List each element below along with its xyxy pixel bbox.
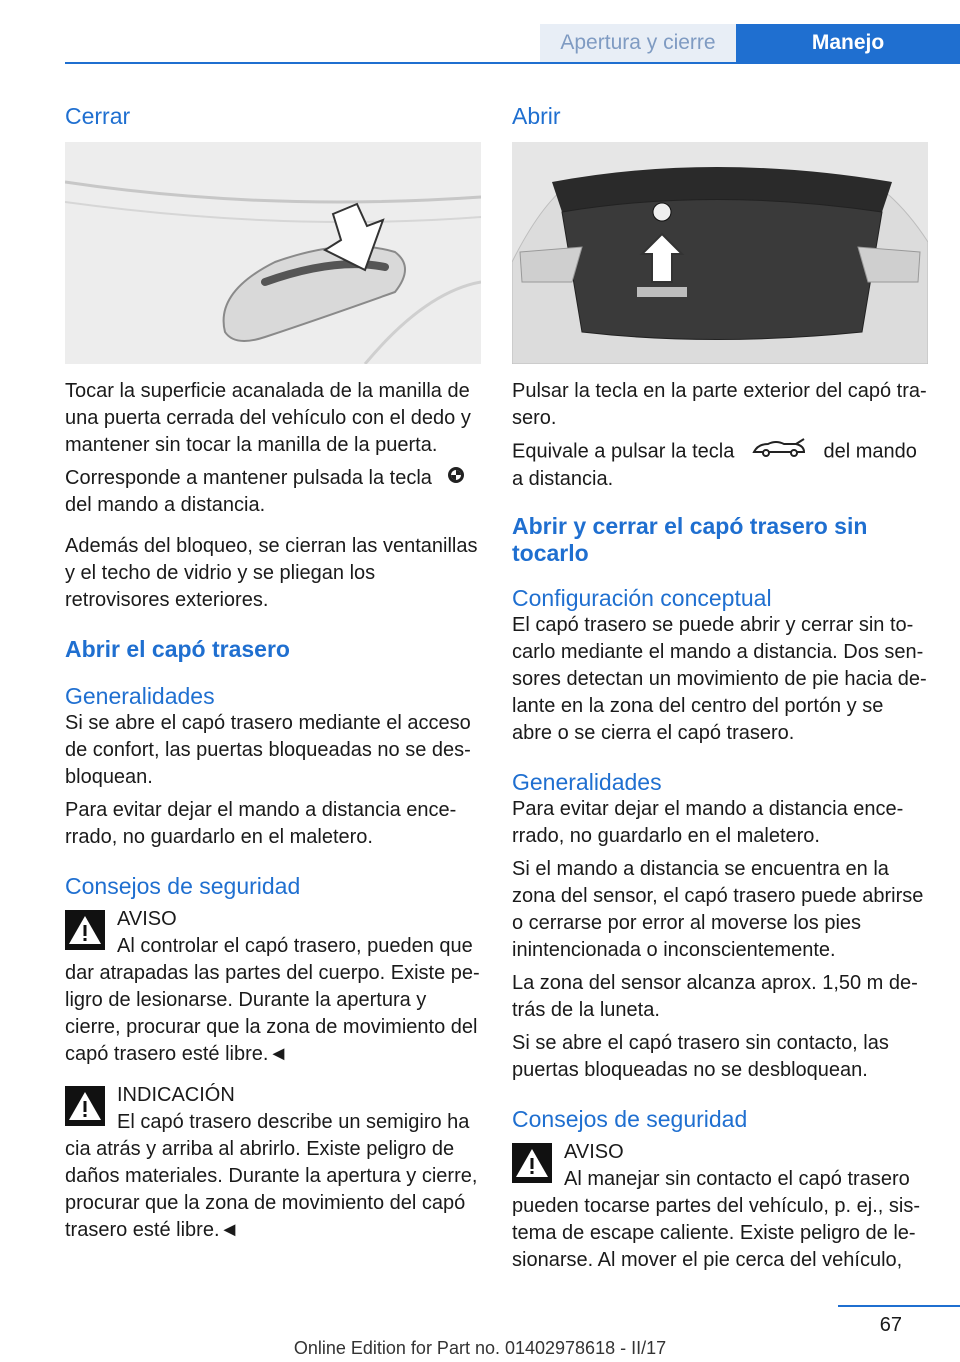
door-handle-illustration [65, 142, 481, 364]
header-chapter-tab: Manejo [736, 24, 960, 62]
text-span: del mando a distancia. [512, 440, 917, 490]
header-rule [65, 62, 960, 64]
header-section-tab: Apertura y cierre [540, 24, 736, 62]
heading-generalidades-right: Generalidades [512, 769, 662, 795]
warning-triangle-icon [512, 1143, 552, 1183]
warning-title: AVISO [117, 908, 177, 931]
notice-text: cia atrás y arriba al abrirlo. Existe peligro de daños materiales. Durante la apertura y cierre, procurar que la zona de movimiento del capó trasero esté libre.◄ [65, 1138, 478, 1242]
notice-title: INDICACIÓN [117, 1084, 235, 1107]
heading-consejos: Consejos de seguridad [65, 873, 301, 900]
paragraph [512, 438, 928, 493]
heading-abrir-capo: Abrir el capó trasero [65, 636, 290, 663]
warning-text: pueden tocarse partes del vehículo, p. ej., sistema de escape caliente. Existe peligro de lesionarse. Al mover el pie cerca del vehículo, [512, 1195, 921, 1271]
paragraph: El capó trasero se puede abrir y cerrar sin tocarlo mediante el mando a distancia. Dos sensores detectan un movimiento de pie hacia delante en la zona del centro del portón y se abre o se cierra el capó trasero. [512, 614, 927, 744]
bmw-logo-icon [447, 465, 465, 492]
notice-text: El capó trasero describe un semigiro ha [117, 1111, 470, 1134]
trunk-illustration [512, 142, 928, 364]
warning-triangle-icon [65, 1086, 105, 1126]
paragraph [65, 465, 481, 519]
warning-text: Al controlar el capó trasero, pueden que [117, 935, 473, 958]
paragraph: La zona del sensor alcanza aprox. 1,50 m detrás de la luneta. [512, 972, 918, 1021]
page-number: 67 [879, 1314, 902, 1336]
heading-configuracion: Configuración conceptual [512, 585, 772, 611]
trunk-figure [512, 142, 928, 364]
paragraph: Pulsar la tecla en la parte exterior del capó trasero. [512, 380, 927, 429]
paragraph: Si se abre el capó trasero mediante el acceso de confort, las puertas bloqueadas no se desbloquean. [65, 712, 471, 789]
car-trunk-icon [752, 438, 806, 466]
paragraph: Para evitar dejar el mando a distancia encerrado, no guardarlo en el maletero. [65, 799, 457, 849]
warning-triangle-icon [65, 910, 105, 950]
warning-title: AVISO [564, 1141, 624, 1163]
paragraph: Además del bloqueo, se cierran las ventanillas y el techo de vidrio y se pliegan los retrovisores exteriores. [65, 535, 478, 612]
heading-generalidades: Generalidades [65, 683, 215, 710]
warning-text: Al manejar sin contacto el capó trasero [564, 1168, 910, 1190]
left-column [65, 96, 481, 1244]
heading-cerrar: Cerrar [65, 103, 131, 129]
warning-text: dar atrapadas las partes del cuerpo. Existe peligro de lesionarse. Durante la apertura y cierre, procurar que la zona de movimiento del capó trasero esté libre.◄ [65, 962, 480, 1066]
text-span: Corresponde a mantener pulsada la tecla [65, 467, 432, 489]
footer-edition: Online Edition for Part no. 01402978618 - II/17 [293, 1338, 667, 1358]
text-span: del mando a distancia. [65, 494, 266, 517]
page-number-rule [838, 1305, 960, 1307]
heading-consejos-right: Consejos de seguridad [512, 1106, 748, 1132]
paragraph: Para evitar dejar el mando a distancia encerrado, no guardarlo en el maletero. [512, 798, 904, 847]
text-span: Equivale a pulsar la tecla [512, 440, 735, 463]
notice-block [65, 1082, 481, 1244]
heading-abrir: Abrir [512, 103, 561, 129]
paragraph: Si el mando a distancia se encuentra en la zona del sensor, el capó trasero puede abrirse o cerrarse por error al moverse los pies inintencionada o inconscientemente. [512, 858, 924, 961]
door-handle-figure [65, 142, 481, 364]
right-column [512, 96, 928, 1274]
warning-block [512, 1139, 928, 1274]
paragraph: Tocar la superficie acanalada de la manilla de una puerta cerrada del vehículo con el dedo y mantener sin tocar la manilla de la puerta. [65, 380, 471, 456]
paragraph: Si se abre el capó trasero sin contacto, las puertas bloqueadas no se desbloquean. [512, 1032, 889, 1081]
heading-abrir-cerrar: Abrir y cerrar el capó trasero sin tocarlo [512, 513, 868, 566]
warning-block [65, 906, 481, 1068]
